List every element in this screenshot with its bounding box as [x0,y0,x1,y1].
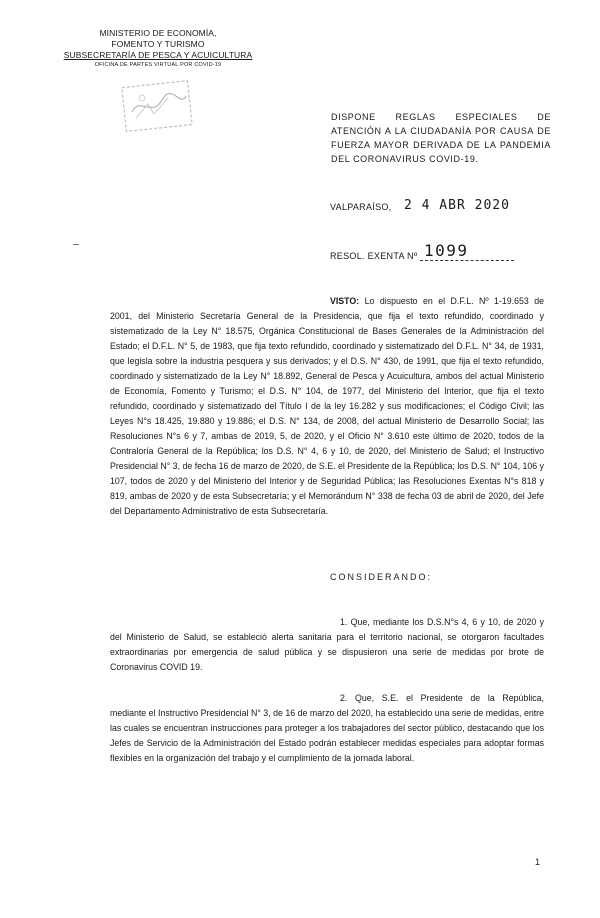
visto-text: Lo dispuesto en el D.F.L. Nº 1-19.653 de 2001, del Ministerio Secretaría General de la Presidencia, que fija el texto refundido, coordinado y sistematizado de la Ley N° 18.575, Orgánica Constitucional de Bases Generales de la Administración del Estado; el D.F.L. N° 5, de 1983, que fija texto refundido, coordinado y sistematizado del D.F.L. N° 34, de 1931, que legisla sobre la industria pesquera y sus derivados; y el D.S. N° 430, de 1991, que fija el texto refundido, coordinado y sistematizado de la Ley N° 18.892, General de Pesca y Acuicultura, ambos del actual Ministerio de Economía, Fomento y Turismo; el D.S. N° 104, de 1977, del Ministerio del Interior, que fija el texto refundido, coordinado y sistematizado del Título I de la ley 16.282 y sus modificaciones; el Código Civil; las Leyes N°s 18.425, 19.880 y 19.886; el D.S. N° 134, de 2008, del actual Ministerio de Desarrollo Social; las Resoluciones N°s 6 y 7, ambas de 2019, 5, de 2020, y el Oficio N° 3.610 este último de 2020, todos de la Contraloría General de la República; los D.S. N° 4, 6 y 10, de 2020, del Ministerio de Salud; el Instructivo Presidencial N° 3, de fecha 16 de marzo de 2020, de S.E. el Presidente de la República; los D.S. N° 104, 106 y 107, todos de 2020 y del Ministerio del Interior y de Seguridad Pública; las Resoluciones Exentas N°s 818 y 819, ambas de 2020 y de esta Subsecretaría; y el Memorándum N° 338 de fecha 03 de abril de 2020, del Jefe del Departamento Administrativo de esta Subsecretaría. [110,296,544,516]
considerando-paragraph-2: 2. Que, S.E. el Presidente de la República, mediante el Instructivo Presidencial N° 3, de 16 de marzo del 2020, ha establecido una serie de medidas, entre las cuales se encuentran instrucciones para proteger a los trabajadores del sector público, destacando que los Jefes de Servicio de la Administración del Estado podrán establecer medidas especiales para adoptar formas flexibles en la organización del trabajo y el cumplimiento de la jornada laboral. [110,693,544,763]
place-name: VALPARAÍSO, [330,202,392,212]
number-blank-line [420,260,514,261]
resolution-number: 1099 [424,241,469,260]
place-and-date [330,198,510,213]
letterhead [58,28,258,69]
subsecretaria-name: SUBSECRETARÍA DE PESCA Y ACUICULTURA [63,50,253,60]
resolution-label: RESOL. EXENTA Nº [330,251,418,261]
visto-label: VISTO: [330,296,360,306]
resolution-title: DISPONE REGLAS ESPECIALES DE ATENCIÓN A LA CIUDADANÍA POR CAUSA DE FUERZA MAYOR DERIVADA DE LA PANDEMIA DEL CORONAVIRUS COVID-19. [331,112,551,164]
resolution-number-line [330,241,514,261]
ministry-name-line2: FOMENTO Y TURISMO [111,39,205,49]
stamped-date: 2 4 ABR 2020 [404,198,510,213]
visto-paragraph [110,294,544,519]
considerando-heading: CONSIDERANDO: [330,572,433,582]
margin-mark [73,244,79,245]
considerando-paragraph-1: 1. Que, mediante los D.S.N°s 4, 6 y 10, de 2020 y del Ministerio de Salud, se estableció alerta sanitaria para el territorio nacional, se otorgaron facultades extraordinarias por emergencia de salud pública y se dispusieron una serie de medidas por brote de Coronavirus COVID 19. [110,617,544,672]
official-stamp-icon [118,78,198,136]
page-number: 1 [535,857,541,867]
ministry-name-line1: MINISTERIO DE ECONOMÍA, [99,28,217,38]
office-name: OFICINA DE PARTES VIRTUAL POR COVID-19 [94,62,222,68]
